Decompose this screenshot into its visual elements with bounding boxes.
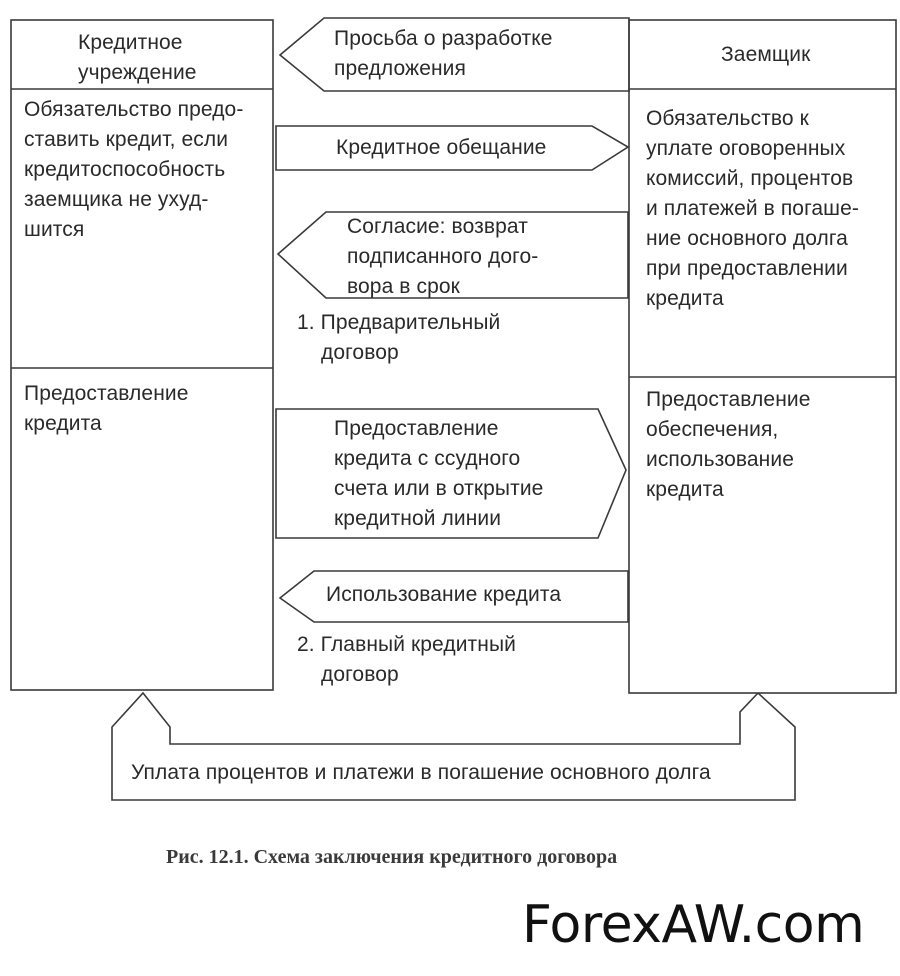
collateral-text: Предоставление обеспечения, использование кредита xyxy=(646,388,811,501)
borrower-header: Заемщик xyxy=(721,43,811,66)
arrow-usage-label: Использование кредита xyxy=(326,583,562,606)
figure-caption: Рис. 12.1. Схема заключения кредитного договора xyxy=(166,846,618,868)
arrow-consent-label: Согласие: возврат подписанного дого- вора в срок xyxy=(347,215,539,298)
arrow-promise-label: Кредитное обещание xyxy=(336,136,547,159)
credit-provision-text: Предоставление кредита xyxy=(24,382,189,435)
stage-preliminary-contract: 1. Предварительный договор xyxy=(297,311,501,364)
arrow-request-label: Просьба о разработке предложения xyxy=(334,27,553,80)
arrow-credit-label: Предоставление кредита с ссудного счета или в открытие кредитной линии xyxy=(334,417,544,530)
credit-institution-header: Кредитное учреждение xyxy=(78,31,197,84)
watermark: ForexAW.com xyxy=(522,895,865,955)
credit-obligation-text: Обязательство предо- ставить кредит, если кредитоспособность заемщика не ухуд- шится xyxy=(24,98,244,241)
borrower-obligation-text: Обязательство к уплате оговоренных комиссий, процентов и платежей в погаше- ние основного долга при предоставлении кредита xyxy=(646,107,859,310)
bottom-flow-label: Уплата процентов и платежи в погашение основного долга xyxy=(131,761,711,784)
stage-main-contract: 2. Главный кредитный договор xyxy=(297,633,516,686)
